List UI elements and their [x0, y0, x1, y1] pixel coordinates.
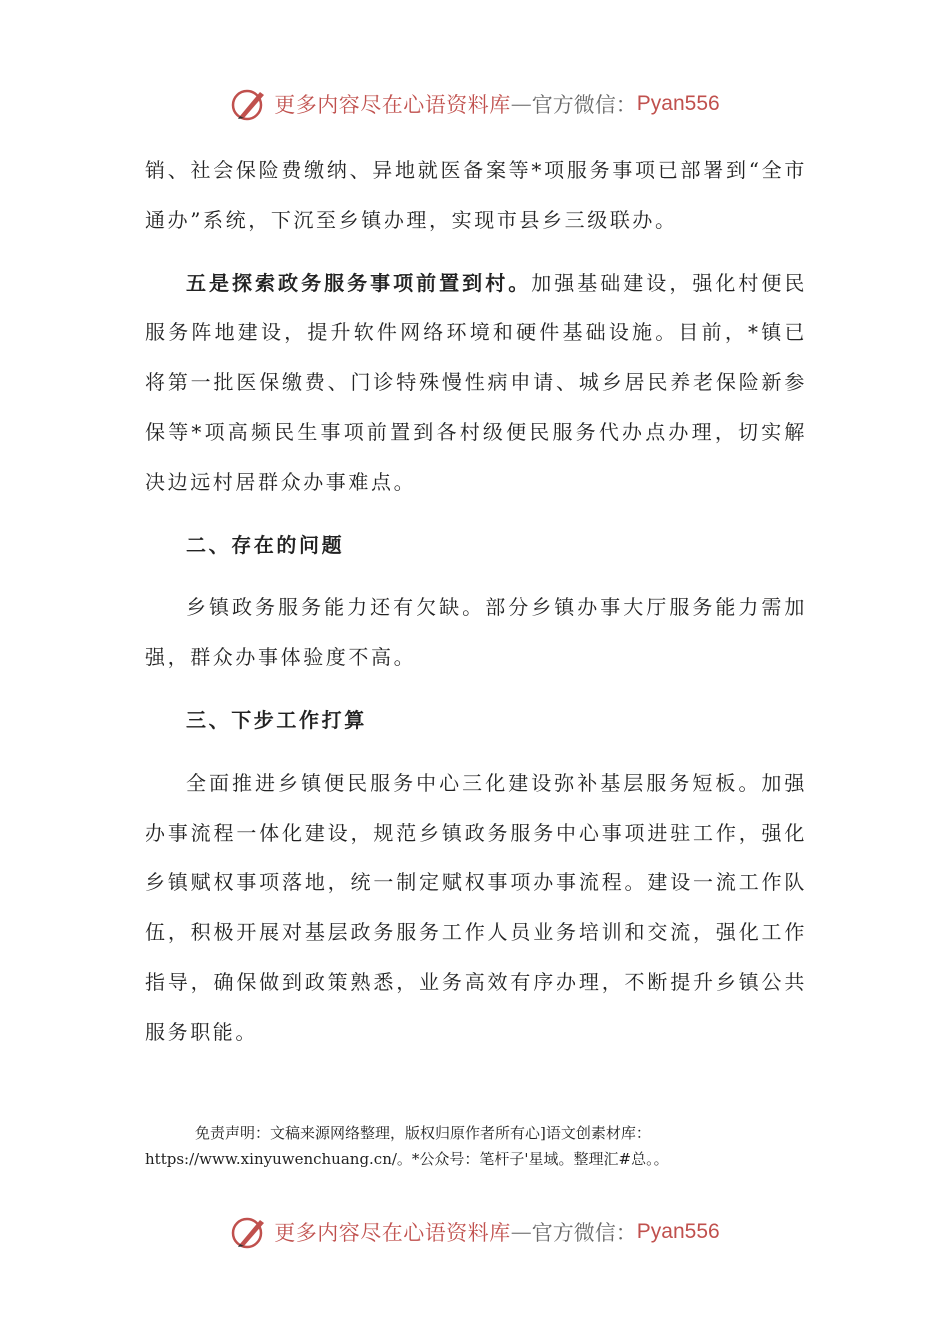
section-heading-problems: 二、存在的问题	[186, 532, 345, 557]
banner-wechat-label: 官方微信：	[531, 1221, 637, 1245]
section-heading-plans: 三、下步工作打算	[186, 707, 367, 732]
disclaimer-text: 免责声明：文稿来源网络整理，版权归原作者所有心]语文创素材库：https://www.xinyuwenchuang.cn/。*公众号：笔杆子'星域。整理汇#总。。	[145, 1124, 669, 1168]
banner-separator: —	[510, 1220, 532, 1244]
pen-logo-icon	[230, 86, 270, 122]
disclaimer	[145, 1120, 807, 1172]
footer-banner	[0, 1212, 950, 1252]
document-body	[145, 146, 807, 1071]
banner-wechat-id: Pyan556	[636, 92, 720, 115]
paragraph-plans: 全面推进乡镇便民服务中心三化建设弥补基层服务短板。加强办事流程一体化建设，规范乡镇政务服务中心事项进驻工作，强化乡镇赋权事项落地，统一制定赋权事项办事流程。建设一流工作队伍，积极开展对基层政务服务工作人员业务培训和交流，强化工作指导，确保做到政策熟悉，业务高效有序办理，不断提升乡镇公共服务职能。	[145, 770, 807, 1044]
paragraph-continued: 销、社会保险费缴纳、异地就医备案等*项服务事项已部署到“全市通办”系统，下沉至乡镇办理，实现市县乡三级联办。	[145, 158, 807, 232]
banner-title: 更多内容尽在心语资料库	[274, 93, 511, 117]
banner-wechat-label: 官方微信：	[531, 93, 637, 117]
header-banner	[0, 84, 950, 124]
paragraph-five-body: 加强基础建设，强化村便民服务阵地建设，提升软件网络环境和硬件基础设施。目前，*镇已将第一批医保缴费、门诊特殊慢性病申请、城乡居民养老保险新参保等*项高频民生事项前置到各村级便民服务代办点办理，切实解决边远村居群众办事难点。	[145, 270, 808, 494]
paragraph-five	[145, 259, 807, 508]
pen-logo-icon	[230, 1214, 270, 1250]
banner-title: 更多内容尽在心语资料库	[274, 1221, 511, 1245]
banner-wechat-id: Pyan556	[636, 1220, 720, 1243]
banner-separator: —	[510, 92, 532, 116]
paragraph-problems: 乡镇政务服务能力还有欠缺。部分乡镇办事大厅服务能力需加强，群众办事体验度不高。	[145, 595, 807, 670]
paragraph-five-lead: 五是探索政务服务事项前置到村。	[186, 270, 532, 295]
